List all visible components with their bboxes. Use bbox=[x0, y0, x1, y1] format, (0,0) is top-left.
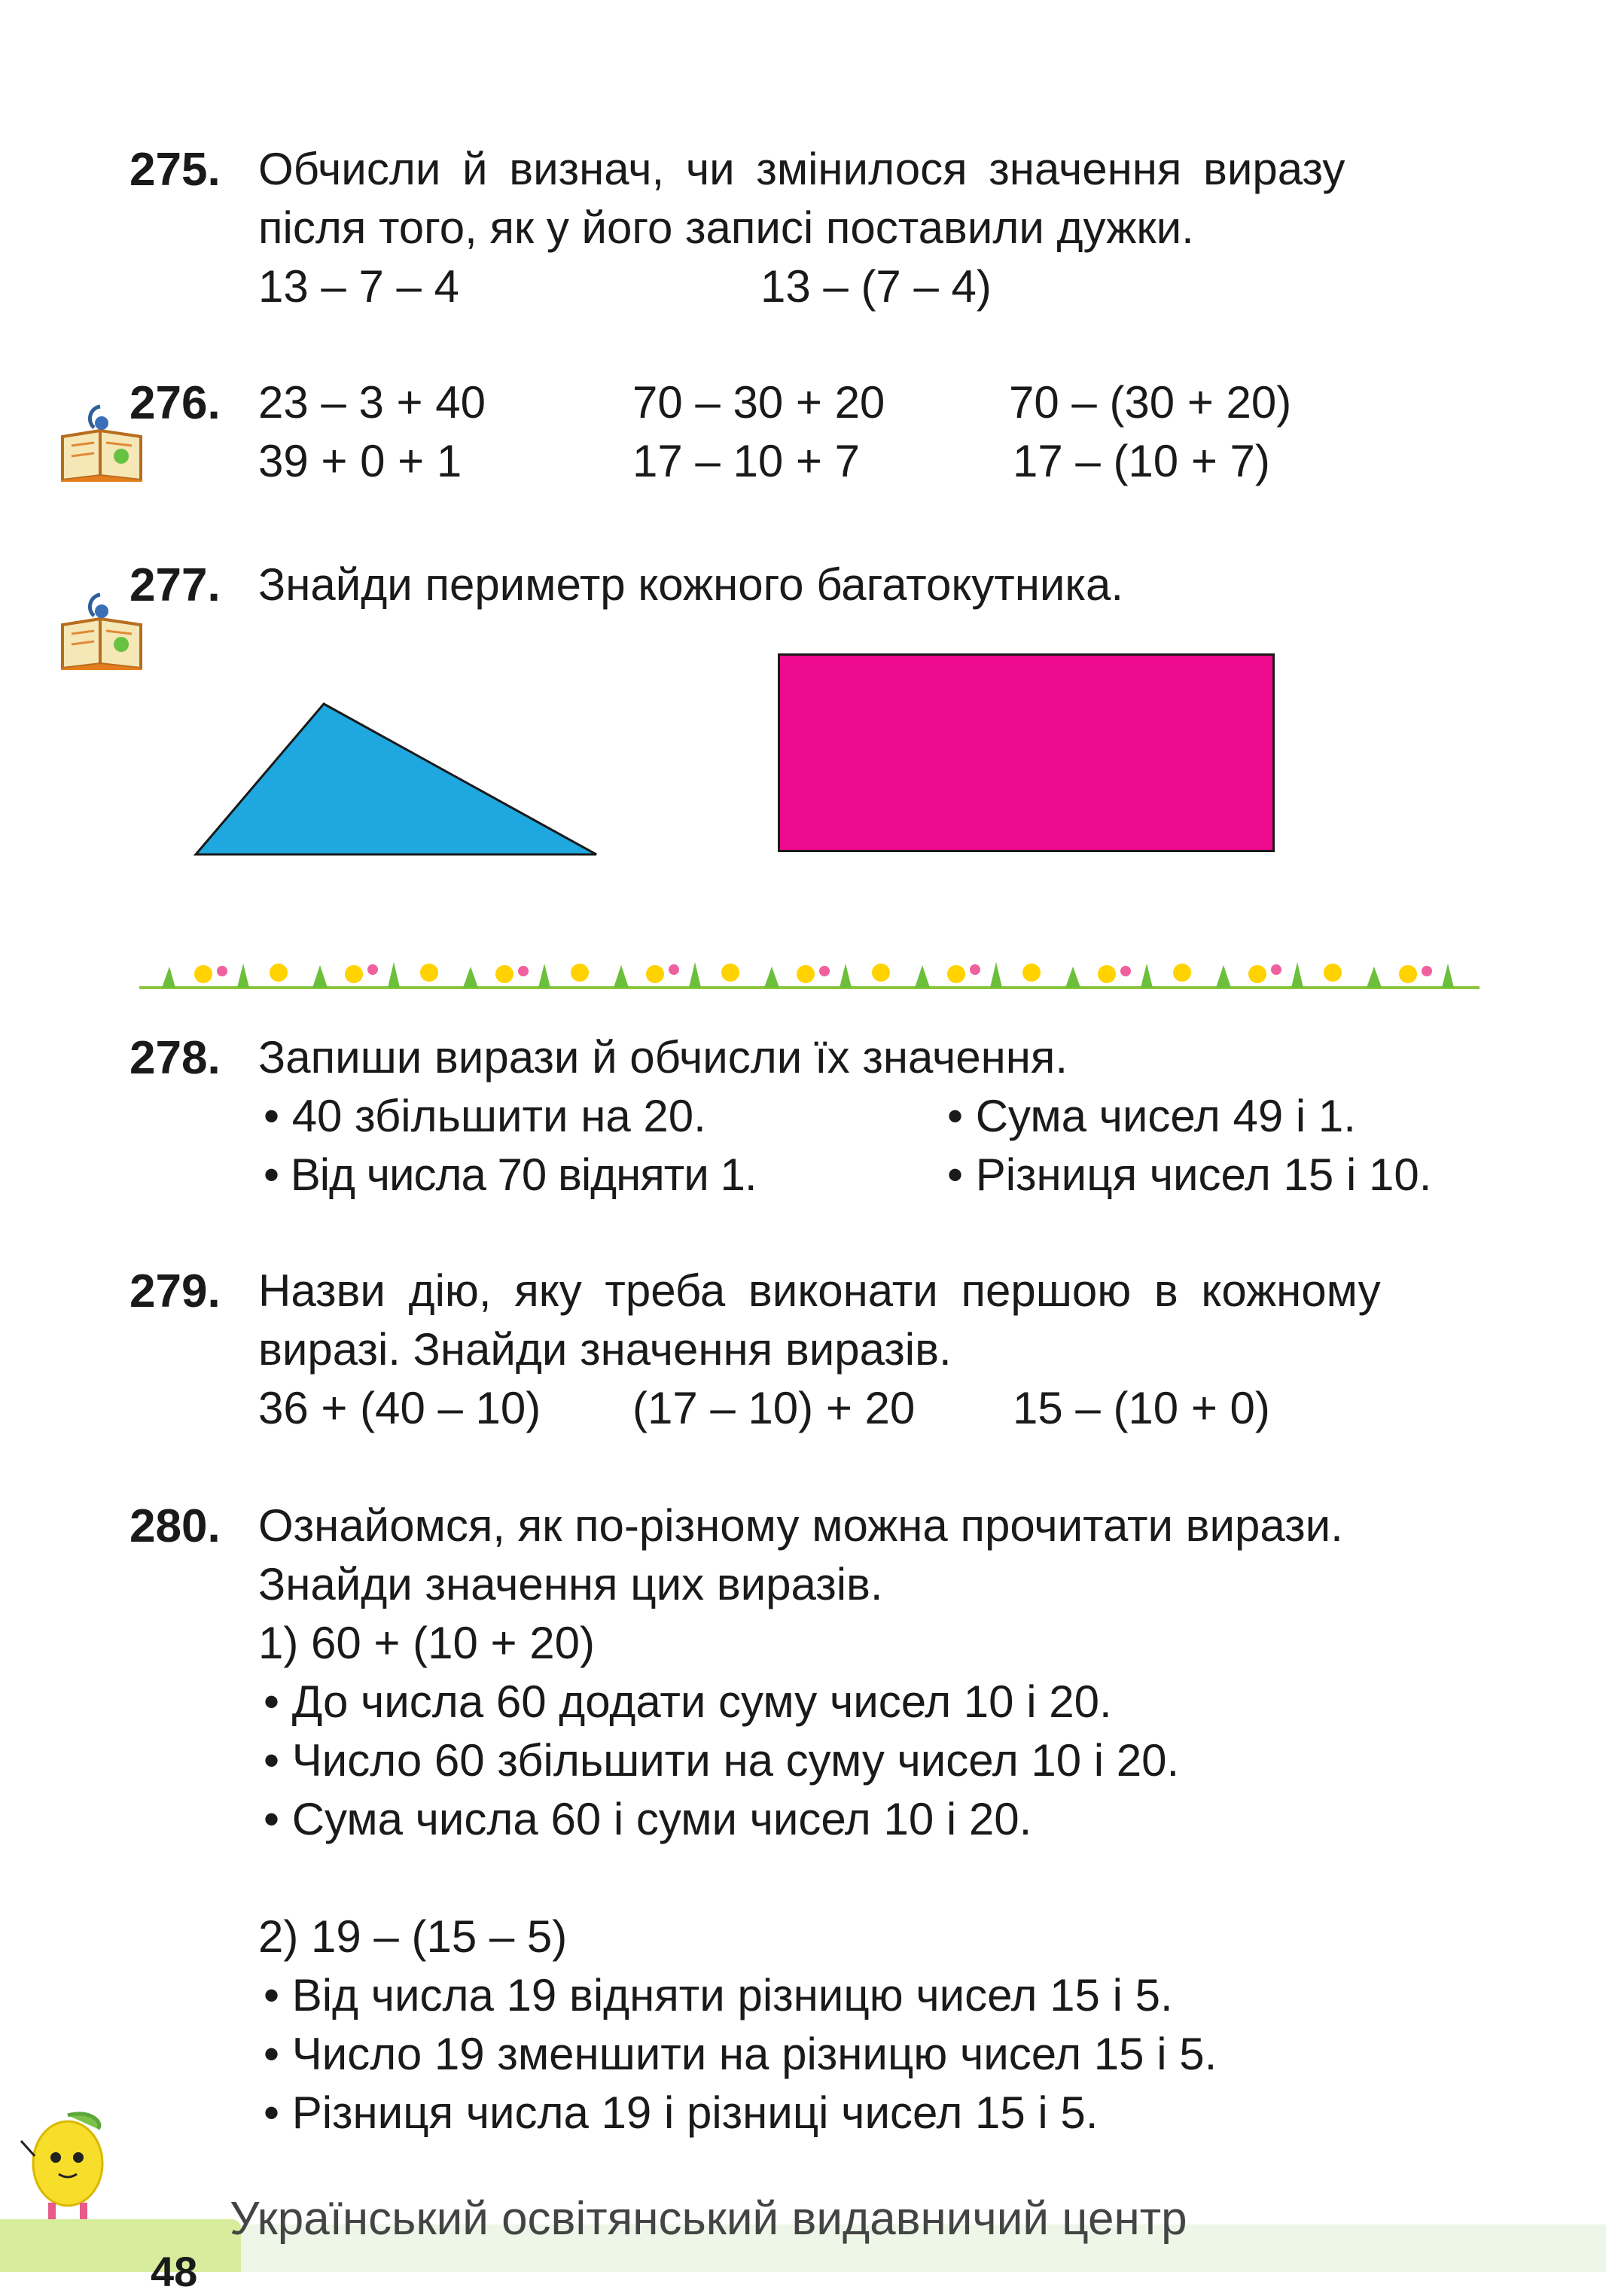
task-279-expr: 15 – (10 + 0) bbox=[1013, 1383, 1270, 1433]
task-279-line1: Назви дію, яку треба виконати першою в кожному bbox=[258, 1265, 1381, 1316]
task-279-expr: 36 + (40 – 10) bbox=[258, 1383, 541, 1433]
task-275-number: 275. bbox=[130, 144, 221, 196]
task-280-item: • Від числа 19 відняти різницю чисел 15 і 5. bbox=[264, 1970, 1173, 2020]
task-280-part1: 1) 60 + (10 + 20) bbox=[258, 1618, 595, 1668]
task-280-item: • Сума числа 60 і суми чисел 10 і 20. bbox=[264, 1794, 1032, 1844]
task-275-expr2: 13 – (7 – 4) bbox=[760, 261, 992, 312]
task-276-expr: 23 – 3 + 40 bbox=[258, 377, 486, 428]
task-275-expr1: 13 – 7 – 4 bbox=[258, 261, 459, 312]
task-276-expr: 17 – 10 + 7 bbox=[632, 436, 860, 486]
task-275-line1: Обчисли й визнач, чи змінилося значення виразу bbox=[258, 144, 1345, 194]
task-280-item: • Число 60 збільшити на суму чисел 10 і 20. bbox=[264, 1735, 1180, 1786]
task-276-expr: 17 – (10 + 7) bbox=[1013, 436, 1270, 486]
task-279-number: 279. bbox=[130, 1265, 221, 1317]
task-278-item: • Від числа 70 відняти 1. bbox=[264, 1150, 757, 1200]
task-279-expr: (17 – 10) + 20 bbox=[632, 1383, 916, 1433]
page-number: 48 bbox=[151, 2248, 198, 2295]
task-276-expr: 39 + 0 + 1 bbox=[258, 436, 462, 486]
grass-flower-border bbox=[139, 950, 1480, 992]
task-277-line1: Знайди периметр кожного багатокутника. bbox=[258, 559, 1124, 610]
page-tab bbox=[0, 2219, 241, 2272]
task-280-line1: Ознайомся, як по-різному можна прочитати вирази. bbox=[258, 1500, 1343, 1551]
task-276-number: 276. bbox=[130, 377, 221, 429]
publisher-text: Український освітянський видавничий центр bbox=[230, 2193, 1187, 2245]
task-280-line2: Знайди значення цих виразів. bbox=[258, 1559, 883, 1609]
task-279-line2: виразі. Знайди значення виразів. bbox=[258, 1324, 952, 1375]
task-278-item: • 40 збільшити на 20. bbox=[264, 1091, 706, 1141]
task-280-item: • Різниця числа 19 і різниці чисел 15 і 5. bbox=[264, 2087, 1099, 2138]
rectangle-shape bbox=[778, 653, 1275, 852]
lemon-mascot-icon bbox=[15, 2102, 120, 2230]
task-278-number: 278. bbox=[130, 1032, 221, 1084]
task-278-line1: Запиши вирази й обчисли їх значення. bbox=[258, 1032, 1068, 1083]
task-276-expr: 70 – 30 + 20 bbox=[632, 377, 885, 428]
triangle-shape bbox=[192, 700, 606, 858]
task-275-line2: після того, як у його записі поставили дужки. bbox=[258, 202, 1194, 253]
task-278-item: • Сума чисел 49 і 1. bbox=[947, 1091, 1356, 1141]
task-280-number: 280. bbox=[130, 1500, 221, 1552]
task-278-item: • Різниця чисел 15 і 10. bbox=[947, 1150, 1432, 1200]
task-276-expr: 70 – (30 + 20) bbox=[1009, 377, 1292, 428]
task-280-item: • Число 19 зменшити на різницю чисел 15 і 5. bbox=[264, 2029, 1217, 2079]
task-280-item: • До числа 60 додати суму чисел 10 і 20. bbox=[264, 1676, 1112, 1727]
task-280-part2: 2) 19 – (15 – 5) bbox=[258, 1911, 568, 1962]
task-277-number: 277. bbox=[130, 559, 221, 611]
